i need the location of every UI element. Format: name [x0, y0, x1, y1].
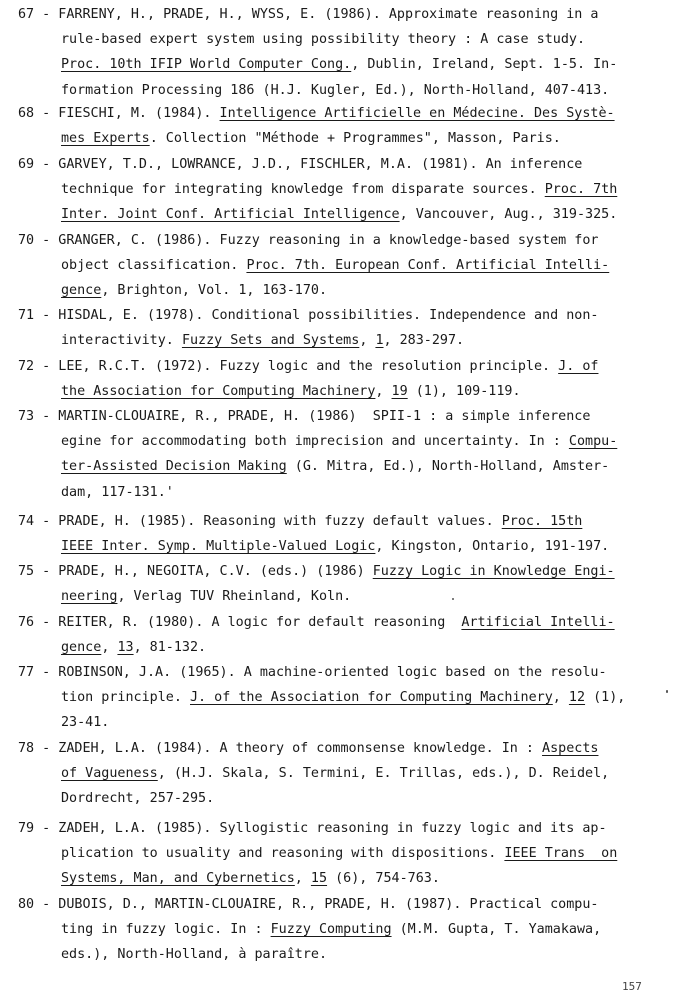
reference-line [18, 820, 607, 838]
reference-line [18, 740, 598, 758]
reference-text: 69 - GARVEY, T.D., LOWRANCE, J.D., FISCHLER, M.A. (1981). An inference [18, 157, 583, 172]
underlined-title: Fuzzy Logic in Knowledge Engi- [372, 564, 615, 579]
reference-text: , Vancouver, Aug., 319-325. [399, 207, 618, 223]
reference-text: , [359, 333, 376, 349]
underlined-title: IEEE Inter. Symp. Multiple-Valued Logic [61, 539, 376, 555]
reference-text: , [552, 690, 569, 706]
underlined-title: Proc. 7th. European Conf. Artificial Intelli- [246, 258, 610, 274]
reference-text: , [375, 384, 392, 400]
reference-line [61, 538, 609, 556]
reference-text: , [294, 871, 311, 887]
reference-line [61, 130, 561, 148]
reference-text: , 283-297. [383, 333, 465, 349]
reference-line [18, 408, 590, 426]
reference-text: , Dublin, Ireland, Sept. 1-5. In- [351, 57, 618, 73]
reference-line [61, 714, 109, 732]
reference-text: (6), 754-763. [327, 871, 440, 887]
reference-line [61, 383, 521, 401]
underlined-title: mes Experts [61, 131, 150, 147]
reference-line [61, 588, 351, 606]
reference-text: Dordrecht, 257-295. [61, 791, 215, 807]
reference-text: 68 - FIESCHI, M. (1984). [18, 106, 220, 121]
reference-line [61, 56, 617, 74]
reference-text: (1), [585, 690, 626, 706]
reference-text: object classification. [61, 258, 247, 274]
reference-text: 71 - HISDAL, E. (1978). Conditional possibilities. Independence and non- [18, 308, 599, 323]
reference-text: plication to usuality and reasoning with dispositions. [61, 846, 505, 862]
reference-line [61, 639, 206, 657]
reference-line [18, 105, 615, 123]
underlined-title: IEEE Trans on [504, 846, 618, 862]
reference-text: 75 - PRADE, H., NEGOITA, C.V. (eds.) (1986) [18, 564, 373, 579]
reference-line [18, 664, 607, 682]
underlined-title: the Association for Computing Machinery [61, 384, 376, 400]
reference-line [18, 307, 598, 325]
underlined-title: J. of [558, 359, 599, 374]
underlined-title: Intelligence Artificielle en Médecine. Des Systè- [219, 106, 615, 121]
reference-text: formation Processing 186 (H.J. Kugler, Ed.), North-Holland, 407-413. [61, 82, 610, 98]
underlined-title: Fuzzy Computing [270, 922, 392, 938]
reference-text: egine for accommodating both imprecision and uncertainty. In : [61, 434, 569, 450]
reference-line [61, 845, 617, 863]
reference-line [18, 896, 598, 914]
scan-speck [452, 598, 454, 600]
reference-text: 73 - MARTIN-CLOUAIRE, R., PRADE, H. (1986) SPII-1 : a simple inference [18, 409, 591, 424]
reference-line [61, 332, 464, 350]
reference-line [61, 206, 617, 224]
reference-line [18, 6, 598, 24]
reference-text: , Kingston, Ontario, 191-197. [375, 539, 610, 555]
underlined-title: 19 [391, 384, 408, 400]
reference-line [18, 513, 582, 531]
reference-text: , [101, 640, 118, 656]
reference-text: eds.), North-Holland, à paraître. [61, 947, 328, 963]
underlined-title: Artificial Intelli- [461, 615, 615, 630]
reference-line [61, 257, 609, 275]
reference-text: interactivity. [61, 333, 182, 349]
page-number: 157 [622, 980, 642, 993]
reference-text: (1), 109-119. [407, 384, 521, 400]
reference-line [61, 946, 327, 964]
underlined-title: Proc. 15th [501, 514, 583, 529]
reference-text: (G. Mitra, Ed.), North-Holland, Amster- [286, 459, 610, 475]
reference-text: ting in fuzzy logic. In : [61, 922, 271, 938]
underlined-title: Fuzzy Sets and Systems [181, 333, 360, 349]
reference-text: . Collection "Méthode + Programmes", Masson, Paris. [149, 131, 561, 147]
underlined-title: Proc. 10th IFIP World Computer Cong. [61, 57, 352, 73]
reference-text: dam, 117-131.' [61, 484, 174, 500]
reference-line [18, 156, 582, 174]
reference-text: , 81-132. [133, 640, 207, 656]
reference-line [18, 232, 598, 250]
reference-line [61, 31, 585, 49]
underlined-title: Proc. 7th [544, 182, 618, 198]
reference-text: 67 - FARRENY, H., PRADE, H., WYSS, E. (1986). Approximate reasoning in a [18, 7, 599, 22]
reference-text: (M.M. Gupta, T. Yamakawa, [391, 922, 602, 938]
reference-line [61, 282, 327, 300]
underlined-title: 1 [375, 333, 384, 349]
underlined-title: gence [61, 283, 102, 299]
reference-line [18, 614, 615, 632]
reference-text: , Brighton, Vol. 1, 163-170. [101, 283, 328, 299]
underlined-title: Compu- [568, 434, 618, 450]
reference-text: 77 - ROBINSON, J.A. (1965). A machine-oriented logic based on the resolu- [18, 665, 607, 680]
reference-text: 80 - DUBOIS, D., MARTIN-CLOUAIRE, R., PRADE, H. (1987). Practical compu- [18, 897, 599, 912]
reference-text: 76 - REITER, R. (1980). A logic for default reasoning [18, 615, 462, 630]
underlined-title: Inter. Joint Conf. Artificial Intelligence [61, 207, 400, 223]
reference-text: 78 - ZADEH, L.A. (1984). A theory of commonsense knowledge. In : [18, 741, 543, 756]
reference-line [61, 82, 609, 100]
reference-text: , Verlag TUV Rheinland, Koln. [117, 589, 352, 605]
underlined-title: of Vagueness [61, 766, 158, 782]
reference-line [61, 790, 214, 808]
reference-line [61, 765, 609, 783]
reference-line [61, 870, 440, 888]
underlined-title: ter-Assisted Decision Making [61, 459, 287, 475]
reference-text: , (H.J. Skala, S. Termini, E. Trillas, eds.), D. Reidel, [157, 766, 610, 782]
underlined-title: gence [61, 640, 102, 656]
reference-line [61, 484, 174, 502]
reference-line [61, 181, 617, 199]
reference-line [61, 689, 625, 707]
underlined-title: J. of the Association for Computing Machinery [190, 690, 553, 706]
underlined-title: 13 [117, 640, 134, 656]
reference-text: 70 - GRANGER, C. (1986). Fuzzy reasoning in a knowledge-based system for [18, 233, 599, 248]
reference-line [18, 563, 615, 581]
reference-line [61, 458, 609, 476]
underlined-title: 15 [310, 871, 328, 887]
reference-line [61, 921, 601, 939]
reference-text: 72 - LEE, R.C.T. (1972). Fuzzy logic and the resolution principle. [18, 359, 559, 374]
underlined-title: Systems, Man, and Cybernetics [61, 871, 295, 887]
underlined-title: neering [61, 589, 118, 605]
reference-line [18, 358, 598, 376]
reference-line [61, 433, 617, 451]
scan-speck [666, 690, 668, 693]
underlined-title: 12 [568, 690, 586, 706]
reference-text: technique for integrating knowledge from disparate sources. [61, 182, 545, 198]
underlined-title: Aspects [542, 741, 599, 756]
reference-text: tion principle. [61, 690, 190, 706]
reference-text: 74 - PRADE, H. (1985). Reasoning with fuzzy default values. [18, 514, 502, 529]
reference-text: rule-based expert system using possibility theory : A case study. [61, 32, 586, 48]
reference-text: 79 - ZADEH, L.A. (1985). Syllogistic reasoning in fuzzy logic and its ap- [18, 821, 607, 836]
reference-text: 23-41. [61, 715, 110, 731]
